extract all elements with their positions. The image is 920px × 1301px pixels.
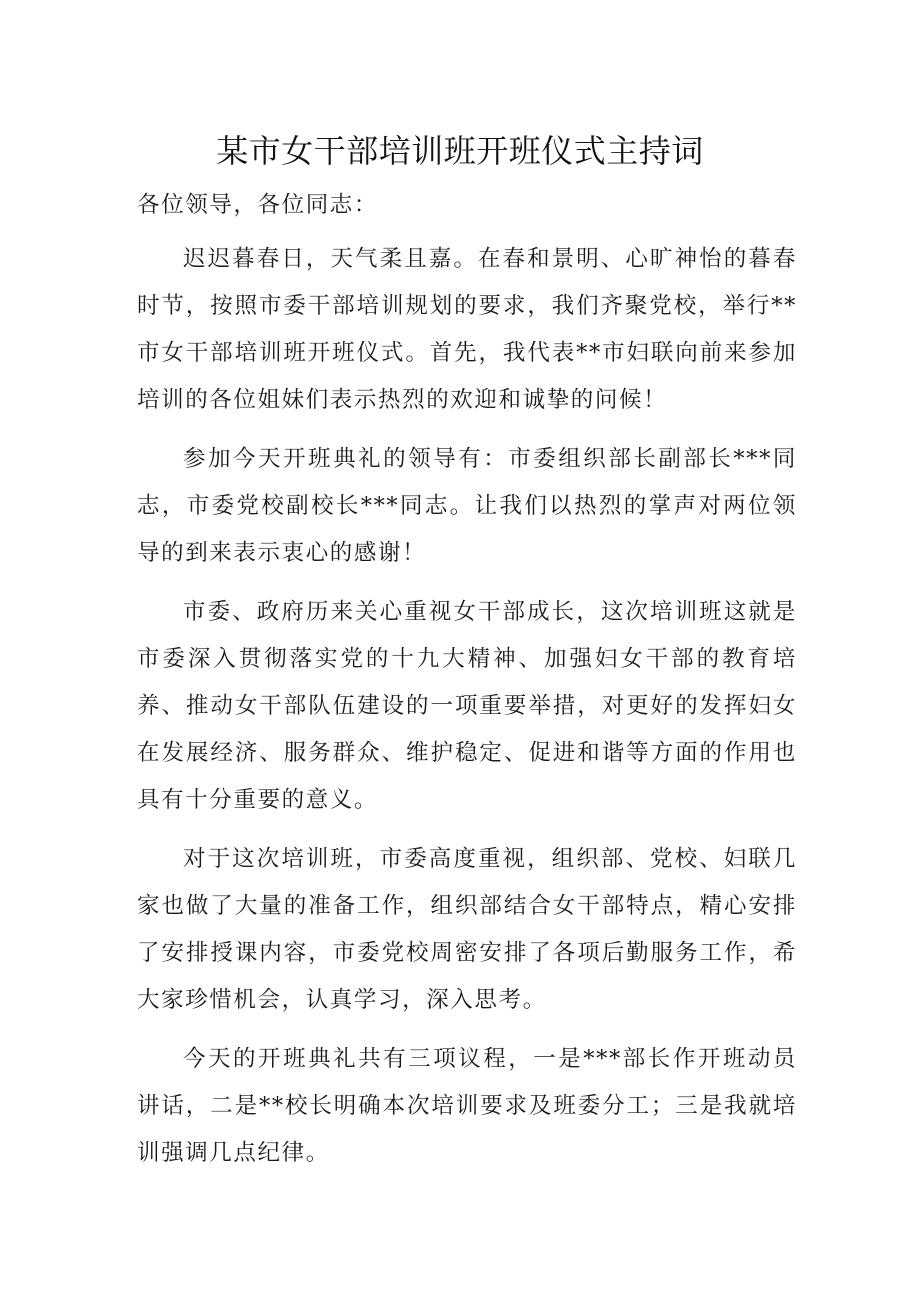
paragraph-significance: 市委、政府历来关心重视女干部成长，这次培训班这就是市委深入贯彻落实党的十九大精神、加强妇女干部的教育培养、推动女干部队伍建设的一项重要举措，对更好的发挥妇女在发展经济、服务群众、维护稳定、促进和谐等方面的作用也具有十分重要的意义。 [137,599,797,813]
paragraph-agenda: 今天的开班典礼共有三项议程，一是***部长作开班动员讲话，二是**校长明确本次培训要求及班委分工；三是我就培训强调几点纪律。 [137,1046,797,1166]
paragraph-leaders: 参加今天开班典礼的领导有：市委组织部长副部长***同志，市委党校副校长***同志。让我们以热烈的掌声对两位领导的到来表示衷心的感谢！ [137,446,797,566]
paragraph-preparation: 对于这次培训班，市委高度重视，组织部、党校、妇联几家也做了大量的准备工作，组织部结合女干部特点，精心安排了安排授课内容，市委党校周密安排了各项后勤服务工作，希大家珍惜机会，认真学习，深入思考。 [137,846,797,1013]
document-body [137,182,797,1189]
salutation: 各位领导，各位同志： [137,192,379,218]
paragraph-opening: 迟迟暮春日，天气柔且嘉。在春和景明、心旷神怡的暮春时节，按照市委干部培训规划的要求，我们齐聚党校，举行**市女干部培训班开班仪式。首先，我代表**市妇联向前来参加培训的各位姐妹们表示热烈的欢迎和诚挚的问候！ [137,246,797,413]
document-title: 某市女干部培训班开班仪式主持词 [216,132,704,170]
